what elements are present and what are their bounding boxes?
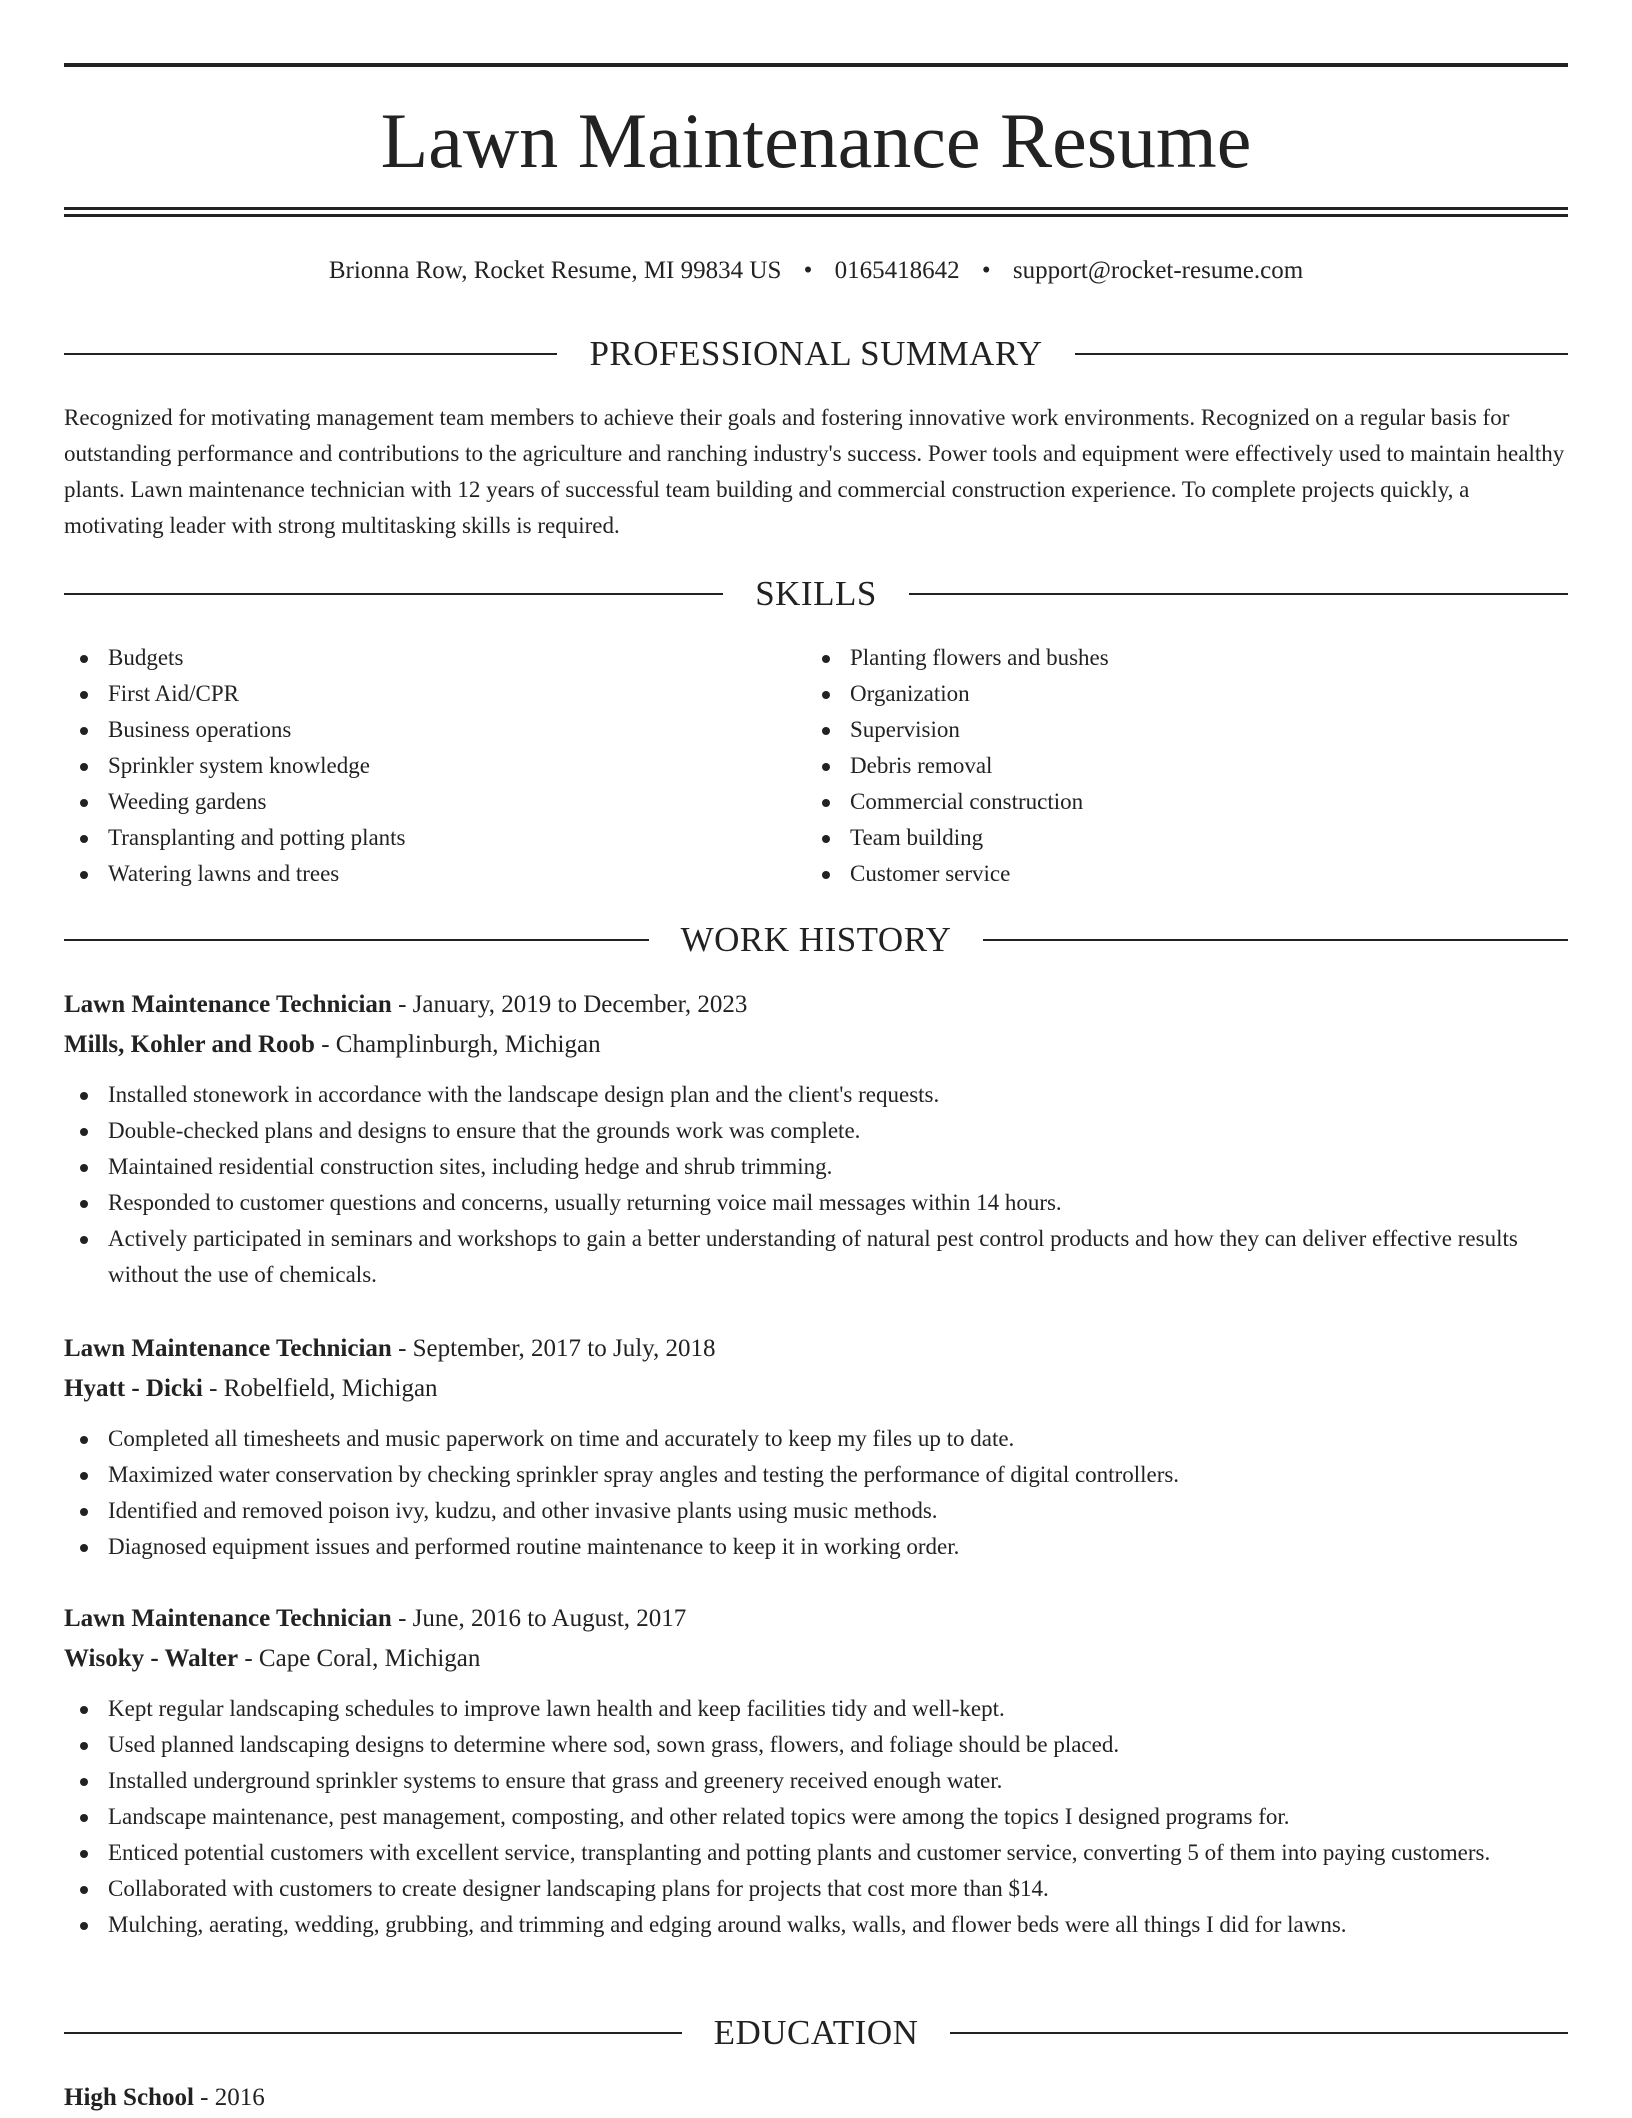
job-title-line [64,985,1568,1025]
top-rule [64,63,1568,67]
contact-phone: 0165418642 [834,257,960,284]
skill-item: Commercial construction [806,784,1506,820]
resume-title: Lawn Maintenance Resume [380,97,1252,184]
contact-address: Brionna Row, Rocket Resume, MI 99834 US [328,257,782,284]
skills-list-right [806,640,1506,892]
job-bullet: Diagnosed equipment issues and performed routine maintenance to keep it in working order. [64,1529,1568,1565]
job-bullet: Double-checked plans and designs to ensure that the grounds work was complete. [64,1113,1568,1149]
skills-list-left [64,640,764,892]
skill-item: Transplanting and potting plants [64,820,764,856]
work-heading-label: WORK HISTORY [680,920,952,959]
skill-item: Team building [806,820,1506,856]
heading-rule [983,939,1568,941]
contact-separator: • [803,257,813,284]
job-bullet: Installed stonework in accordance with the landscape design plan and the client's requests. [64,1077,1568,1113]
job-company: Mills, Kohler and Roob [64,1031,315,1058]
job-bullet: Enticed potential customers with excellent service, transplanting and potting plants and customer service, converting 5 of them into paying customers. [64,1835,1568,1871]
job-title: Lawn Maintenance Technician [64,991,392,1018]
job-company: Hyatt - Dicki [64,1375,203,1402]
job-dates: - June, 2016 to August, 2017 [391,1605,687,1632]
job-bullet: Completed all timesheets and music paperwork on time and accurately to keep my files up to date. [64,1421,1568,1457]
education-heading [64,2013,1568,2053]
job-bullet: Mulching, aerating, wedding, grubbing, and trimming and edging around walks, walls, and flower beds were all things I did for lawns. [64,1907,1568,1943]
heading-rule [909,593,1568,595]
job-bullets [64,1077,1568,1293]
job-entry [64,1329,1568,1565]
job-company: Wisoky - Walter [64,1645,239,1672]
skill-item: Sprinkler system knowledge [64,748,764,784]
skill-item: Business operations [64,712,764,748]
skill-item: Debris removal [806,748,1506,784]
job-title: Lawn Maintenance Technician [64,1605,392,1632]
education-degree: High School [64,2084,194,2111]
contact-separator: • [981,257,991,284]
job-location: - Cape Coral, Michigan [238,1645,481,1672]
job-dates: - January, 2019 to December, 2023 [391,991,748,1018]
heading-rule [64,939,649,941]
skill-item: First Aid/CPR [64,676,764,712]
job-bullet: Collaborated with customers to create designer landscaping plans for projects that cost more than $14. [64,1871,1568,1907]
education-entry [64,2078,265,2118]
job-bullets [64,1421,1568,1565]
heading-rule [1075,353,1568,355]
job-bullet: Landscape maintenance, pest management, composting, and other related topics were among the topics I designed programs for. [64,1799,1568,1835]
job-entry [64,1599,1568,1943]
job-dates: - September, 2017 to July, 2018 [391,1335,716,1362]
education-heading-label: EDUCATION [713,2013,919,2052]
skill-item: Supervision [806,712,1506,748]
skill-item: Organization [806,676,1506,712]
job-company-line [64,1025,1568,1065]
summary-text: Recognized for motivating management team members to achieve their goals and fostering innovative work environments. Recognized on a regular basis for outstanding performance and contributions to the agriculture and ranching industry's success. Power tools and equipment were effectively used to maintain healthy plants. Lawn maintenance technician with 12 years of successful team building and commercial construction experience. To complete projects quickly, a motivating leader with strong multitasking skills is required. [64,405,1565,538]
contact-line [64,255,1568,287]
job-company-line [64,1369,1568,1409]
job-bullet: Responded to customer questions and concerns, usually returning voice mail messages within 14 hours. [64,1185,1568,1221]
education-year: - 2016 [193,2084,265,2111]
heading-rule [950,2032,1568,2034]
heading-rule [64,2032,682,2034]
skills-heading [64,574,1568,614]
job-bullet: Kept regular landscaping schedules to improve lawn health and keep facilities tidy and well-kept. [64,1691,1568,1727]
job-bullet: Installed underground sprinkler systems to ensure that grass and greenery received enough water. [64,1763,1568,1799]
job-location: - Champlinburgh, Michigan [314,1031,601,1058]
job-location: - Robelfield, Michigan [202,1375,438,1402]
skill-item: Weeding gardens [64,784,764,820]
skill-item: Planting flowers and bushes [806,640,1506,676]
job-company-line [64,1639,1568,1679]
job-title-line [64,1329,1568,1369]
heading-rule [64,593,723,595]
job-bullet: Used planned landscaping designs to determine where sod, sown grass, flowers, and foliage should be placed. [64,1727,1568,1763]
job-bullet: Maintained residential construction sites, including hedge and shrub trimming. [64,1149,1568,1185]
contact-email: support@rocket-resume.com [1012,257,1304,284]
skill-item: Watering lawns and trees [64,856,764,892]
job-bullets [64,1691,1568,1943]
job-title-line [64,1599,1568,1639]
job-bullet: Actively participated in seminars and workshops to gain a better understanding of natural pest control products and how they can deliver effective results without the use of chemicals. [64,1221,1568,1293]
skill-item: Budgets [64,640,764,676]
heading-rule [64,353,557,355]
job-title: Lawn Maintenance Technician [64,1335,392,1362]
job-entry [64,985,1568,1293]
skill-item: Customer service [806,856,1506,892]
summary-heading-label: PROFESSIONAL SUMMARY [589,334,1043,373]
work-heading [64,920,1568,960]
summary-heading [64,334,1568,374]
job-bullet: Identified and removed poison ivy, kudzu, and other invasive plants using music methods. [64,1493,1568,1529]
double-rule [64,207,1568,217]
job-bullet: Maximized water conservation by checking sprinkler spray angles and testing the performance of digital controllers. [64,1457,1568,1493]
skills-heading-label: SKILLS [755,574,877,613]
